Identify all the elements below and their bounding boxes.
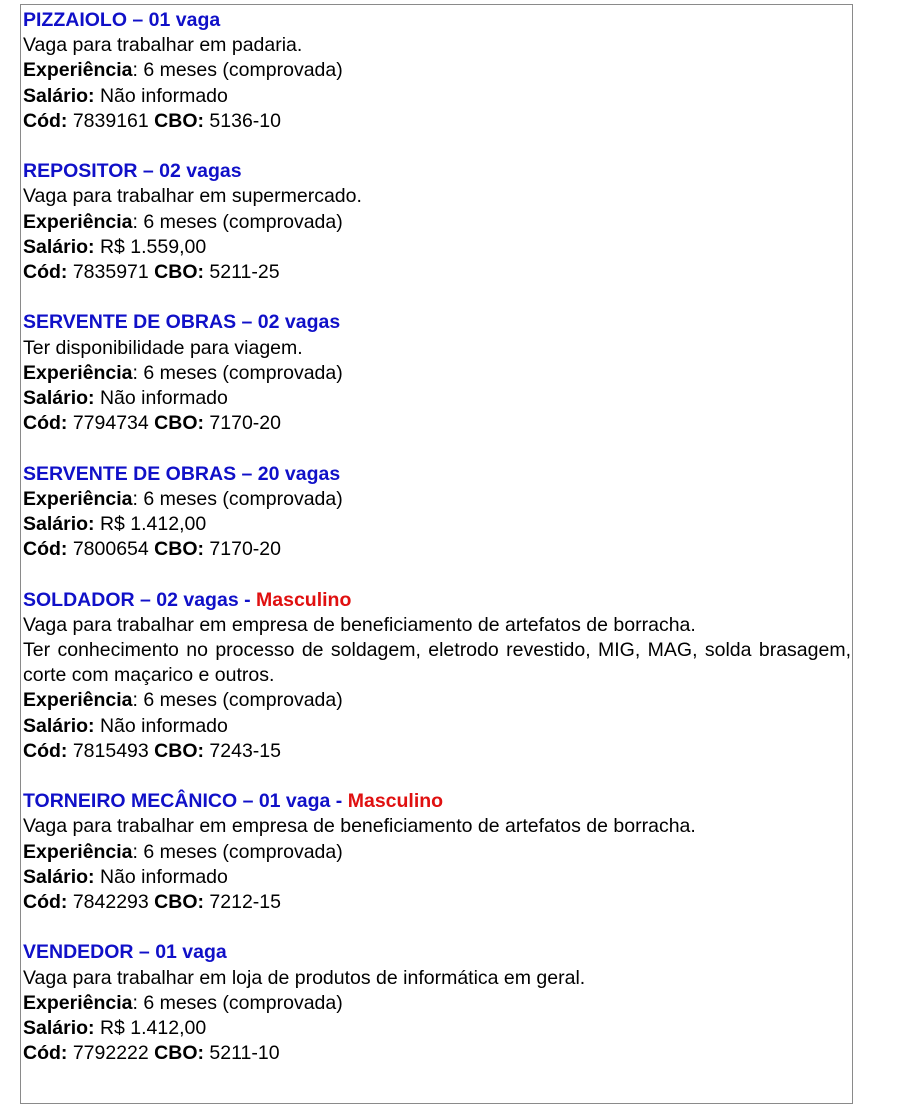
cod-value: 7839161 <box>67 109 155 132</box>
experience-value: : 6 meses (comprovada) <box>132 689 343 712</box>
job-descriptions <box>23 966 851 991</box>
job-listing <box>23 462 851 563</box>
cod-label: Cód: <box>23 739 68 762</box>
salary-line <box>23 84 851 109</box>
job-listing <box>23 588 851 764</box>
experience-label: Experiência <box>23 689 133 712</box>
job-title: REPOSITOR – 02 vagas <box>23 160 242 183</box>
salary-label: Salário: <box>23 387 95 410</box>
cbo-value: 7212-15 <box>204 891 281 914</box>
code-line <box>23 1041 851 1066</box>
experience-line <box>23 840 851 865</box>
salary-value: R$ 1.559,00 <box>94 235 207 258</box>
cbo-value: 5136-10 <box>204 109 281 132</box>
experience-value: : 6 meses (comprovada) <box>132 840 343 863</box>
job-descriptions <box>23 336 851 361</box>
cod-label: Cód: <box>23 412 68 435</box>
salary-value: R$ 1.412,00 <box>94 513 207 536</box>
experience-label: Experiência <box>23 361 133 384</box>
job-description: Vaga para trabalhar em padaria. <box>23 34 303 57</box>
job-descriptions <box>23 814 851 839</box>
experience-value: : 6 meses (comprovada) <box>132 210 343 233</box>
salary-label: Salário: <box>23 714 95 737</box>
experience-label: Experiência <box>23 210 133 233</box>
experience-value: : 6 meses (comprovada) <box>132 991 343 1014</box>
experience-value: : 6 meses (comprovada) <box>132 487 343 510</box>
experience-value: : 6 meses (comprovada) <box>132 59 343 82</box>
cbo-label: CBO: <box>154 1042 204 1065</box>
salary-value: Não informado <box>94 387 228 410</box>
job-heading <box>23 588 851 613</box>
cod-value: 7800654 <box>67 538 155 561</box>
experience-label: Experiência <box>23 991 133 1014</box>
job-description: Vaga para trabalhar em loja de produtos de informática em geral. <box>23 966 586 989</box>
gender-separator: - <box>330 790 348 813</box>
salary-label: Salário: <box>23 235 95 258</box>
gender-requirement: Masculino <box>347 790 444 813</box>
experience-label: Experiência <box>23 487 133 510</box>
job-heading <box>23 940 851 965</box>
salary-label: Salário: <box>23 865 95 888</box>
cod-value: 7794734 <box>67 412 155 435</box>
cbo-label: CBO: <box>154 891 204 914</box>
job-title: SOLDADOR – 02 vagas <box>23 588 239 611</box>
job-heading <box>23 8 851 33</box>
cod-label: Cód: <box>23 109 68 132</box>
salary-label: Salário: <box>23 84 95 107</box>
salary-label: Salário: <box>23 1017 95 1040</box>
salary-value: Não informado <box>94 865 228 888</box>
cod-value: 7792222 <box>67 1042 155 1065</box>
salary-line <box>23 235 851 260</box>
job-description: Vaga para trabalhar em empresa de beneficiamento de artefatos de borracha. <box>23 613 696 636</box>
cbo-label: CBO: <box>154 739 204 762</box>
code-line <box>23 411 851 436</box>
job-title: TORNEIRO MECÂNICO – 01 vaga <box>23 790 331 813</box>
experience-label: Experiência <box>23 840 133 863</box>
cod-value: 7842293 <box>67 891 155 914</box>
salary-line <box>23 714 851 739</box>
cbo-value: 7170-20 <box>204 538 281 561</box>
experience-line <box>23 210 851 235</box>
cbo-value: 7243-15 <box>204 739 281 762</box>
code-line <box>23 260 851 285</box>
experience-line <box>23 688 851 713</box>
code-line <box>23 109 851 134</box>
cod-label: Cód: <box>23 261 68 284</box>
cod-label: Cód: <box>23 891 68 914</box>
code-line <box>23 739 851 764</box>
job-list <box>23 8 851 1092</box>
salary-line <box>23 865 851 890</box>
salary-line <box>23 512 851 537</box>
job-listing <box>23 8 851 134</box>
job-listing <box>23 310 851 436</box>
job-title: PIZZAIOLO – 01 vaga <box>23 9 221 31</box>
cbo-value: 5211-25 <box>204 261 280 284</box>
experience-line <box>23 361 851 386</box>
job-listing <box>23 940 851 1066</box>
experience-line <box>23 991 851 1016</box>
job-description: Ter conhecimento no processo de soldagem, eletrodo revestido, MIG, MAG, solda brasagem, corte com maçarico e outros. <box>23 639 851 687</box>
salary-line <box>23 386 851 411</box>
job-listing <box>23 159 851 285</box>
salary-line <box>23 1016 851 1041</box>
code-line <box>23 890 851 915</box>
cod-value: 7815493 <box>67 739 155 762</box>
experience-line <box>23 487 851 512</box>
cbo-label: CBO: <box>154 412 204 435</box>
code-line <box>23 537 851 562</box>
salary-value: Não informado <box>94 714 228 737</box>
job-description: Ter disponibilidade para viagem. <box>23 336 303 359</box>
cbo-value: 7170-20 <box>204 412 281 435</box>
experience-line <box>23 58 851 83</box>
salary-value: Não informado <box>94 84 228 107</box>
salary-value: R$ 1.412,00 <box>94 1017 207 1040</box>
cbo-label: CBO: <box>154 109 204 132</box>
job-descriptions <box>23 184 851 209</box>
experience-label: Experiência <box>23 59 133 82</box>
job-title: SERVENTE DE OBRAS – 20 vagas <box>23 462 341 485</box>
gender-separator: - <box>238 588 257 611</box>
job-title: VENDEDOR – 01 vaga <box>23 941 227 964</box>
job-description: Vaga para trabalhar em empresa de beneficiamento de artefatos de borracha. <box>23 815 696 838</box>
gender-requirement: Masculino <box>256 588 352 611</box>
cod-label: Cód: <box>23 538 68 561</box>
cbo-label: CBO: <box>154 538 204 561</box>
job-descriptions <box>23 613 851 689</box>
experience-value: : 6 meses (comprovada) <box>132 361 343 384</box>
cod-label: Cód: <box>23 1042 68 1065</box>
job-heading <box>23 159 851 184</box>
cbo-value: 5211-10 <box>204 1042 280 1065</box>
job-descriptions <box>23 33 851 58</box>
cod-value: 7835971 <box>67 261 155 284</box>
job-heading <box>23 310 851 335</box>
job-heading <box>23 789 851 814</box>
job-title: SERVENTE DE OBRAS – 02 vagas <box>23 311 341 334</box>
job-heading <box>23 462 851 487</box>
cbo-label: CBO: <box>154 261 204 284</box>
job-listing <box>23 789 851 915</box>
job-description: Vaga para trabalhar em supermercado. <box>23 185 362 208</box>
salary-label: Salário: <box>23 513 95 536</box>
